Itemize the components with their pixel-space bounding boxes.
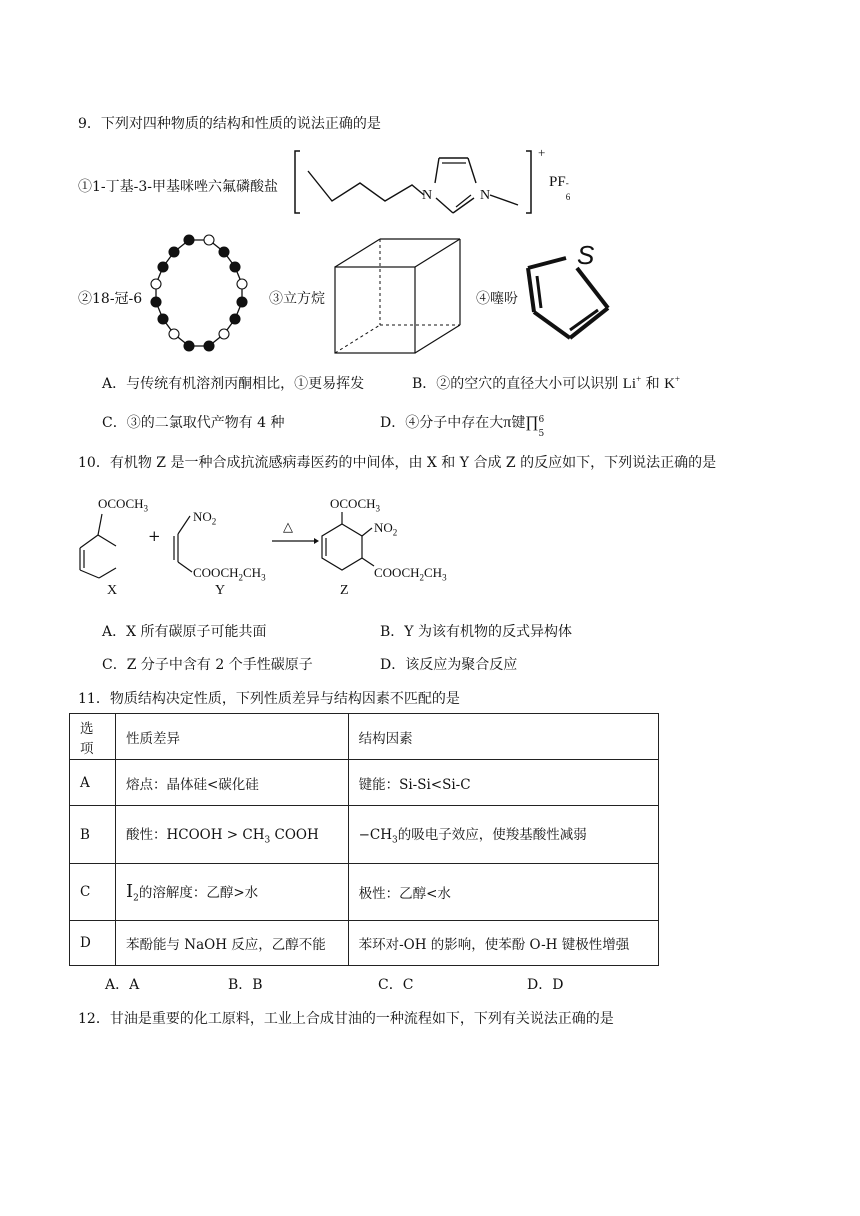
- imidazole-n1: N: [422, 188, 433, 203]
- x-label: X: [107, 583, 118, 598]
- plus-sign: +: [148, 527, 161, 545]
- z-label: Z: [340, 583, 349, 598]
- q11-option-a[interactable]: A．A: [105, 977, 140, 993]
- z-ester-group: $COOCH_2CH_3$: [374, 565, 447, 583]
- header-structure: 结构因素: [348, 714, 658, 760]
- q12-stem: 12．甘油是重要的化工原料，工业上合成甘油的一种流程如下，下列有关说法正确的是: [78, 1011, 614, 1027]
- q9-substance1-label: ①1-丁基-3-甲基咪唑六氟磷酸盐: [78, 179, 279, 195]
- q10-stem: 10．有机物 Z 是一种合成抗流感病毒医药的中间体，由 X 和 Y 合成 Z 的反应如下，下列说法正确的是: [78, 455, 717, 471]
- lithium-ion: Li+: [622, 374, 642, 392]
- q9-option-d: [380, 412, 546, 439]
- q10-option-d[interactable]: D．该反应为聚合反应: [380, 657, 518, 673]
- q9-stem: 9．下列对四种物质的结构和性质的说法正确的是: [78, 116, 381, 132]
- row-a-structure: 键能：Si-Si<Si-C: [348, 760, 658, 806]
- q9-substance2-label: ②18-冠-6: [78, 291, 143, 307]
- q9-substance3-label: ③立方烷: [269, 291, 325, 307]
- q11-stem: 11．物质结构决定性质，下列性质差异与结构因素不匹配的是: [78, 691, 460, 707]
- q10-option-c[interactable]: C．Z 分子中含有 2 个手性碳原子: [102, 657, 313, 673]
- pf6-subscript: 6: [565, 192, 571, 202]
- crown-ether-structure: [142, 230, 254, 356]
- q9-option-d-bond: 键: [511, 415, 526, 431]
- left-bracket: [295, 151, 300, 213]
- imidazole-n3: N: [480, 188, 491, 203]
- row-d-property: 苯酚能与 NaOH 反应，乙醇不能: [115, 921, 348, 966]
- potassium-ion: K+: [664, 374, 680, 392]
- pf6-anion: [549, 174, 574, 202]
- z-acetoxy-group: $OCOCH_3$: [330, 496, 381, 514]
- q11-table: [69, 713, 659, 966]
- row-d-structure: 苯环对-OH 的影响，使苯酚 O-H 键极性增强: [348, 921, 658, 966]
- q9-substance4-label: ④噻吩: [476, 291, 518, 307]
- y-ester-group: $COOCH_2CH_3$: [193, 565, 266, 583]
- big-pi-atoms: 5: [538, 429, 545, 439]
- row-c-property: $I_2$的溶解度：乙醇>水: [115, 864, 348, 921]
- q9-option-b-and: 和: [645, 376, 660, 392]
- table-row: [70, 760, 659, 806]
- table-row: [70, 864, 659, 921]
- x-acetoxy-group: $OCOCH_3$: [98, 496, 149, 514]
- q9-option-d-text[interactable]: D．④分子中存在大: [380, 415, 504, 431]
- header-property: 性质差异: [115, 714, 348, 760]
- row-a-option: A: [70, 760, 116, 806]
- q9-option-b-text[interactable]: B．②的空穴的直径大小可以识别: [412, 376, 619, 392]
- z-nitro-group: $NO_2$: [374, 520, 398, 538]
- q11-option-d[interactable]: D．D: [527, 977, 564, 993]
- cation-charge: +: [538, 145, 546, 160]
- row-b-structure: $-CH_3$的吸电子效应，使羧基酸性减弱: [348, 806, 658, 864]
- row-d-option: D: [70, 921, 116, 966]
- heat-symbol: △: [283, 520, 293, 535]
- row-b-property: 酸性：HCOOH > $CH_3$ COOH: [115, 806, 348, 864]
- row-a-property: 熔点：晶体硅<碳化硅: [115, 760, 348, 806]
- pi-symbol: π: [503, 414, 512, 431]
- q9-option-a[interactable]: A．与传统有机溶剂丙酮相比，①更易挥发: [102, 376, 365, 392]
- row-b-option: B: [70, 806, 116, 864]
- y-label: Y: [215, 583, 226, 598]
- q10-option-b[interactable]: B．Y 为该有机物的反式异构体: [380, 624, 572, 640]
- pf6-text: PF: [549, 174, 566, 190]
- y-nitro-group: $NO_2$: [193, 509, 217, 527]
- q11-option-c[interactable]: C．C: [378, 977, 414, 993]
- right-bracket: [526, 151, 531, 213]
- thiophene-structure: [520, 240, 620, 345]
- row-c-option: C: [70, 864, 116, 921]
- big-pi-symbol: ∏: [525, 414, 539, 431]
- q11-option-b[interactable]: B．B: [228, 977, 263, 993]
- table-header-row: [70, 714, 659, 760]
- q9-option-c[interactable]: C．③的二氯取代产物有 4 种: [102, 415, 285, 431]
- q9-option-b: [412, 373, 680, 393]
- q10-option-a[interactable]: A．X 所有碳原子可能共面: [102, 624, 267, 640]
- thiophene-sulfur: S: [577, 240, 595, 270]
- table-row: [70, 806, 659, 864]
- structure-x-skeleton: [75, 510, 135, 580]
- butyl-chain: [308, 171, 424, 201]
- table-row: [70, 921, 659, 966]
- cubane-structure: [330, 235, 470, 357]
- row-c-structure: 极性：乙醇<水: [348, 864, 658, 921]
- big-pi-electrons: 6: [538, 415, 545, 425]
- header-option: 选项: [70, 714, 116, 760]
- pf6-charge: -: [565, 178, 569, 188]
